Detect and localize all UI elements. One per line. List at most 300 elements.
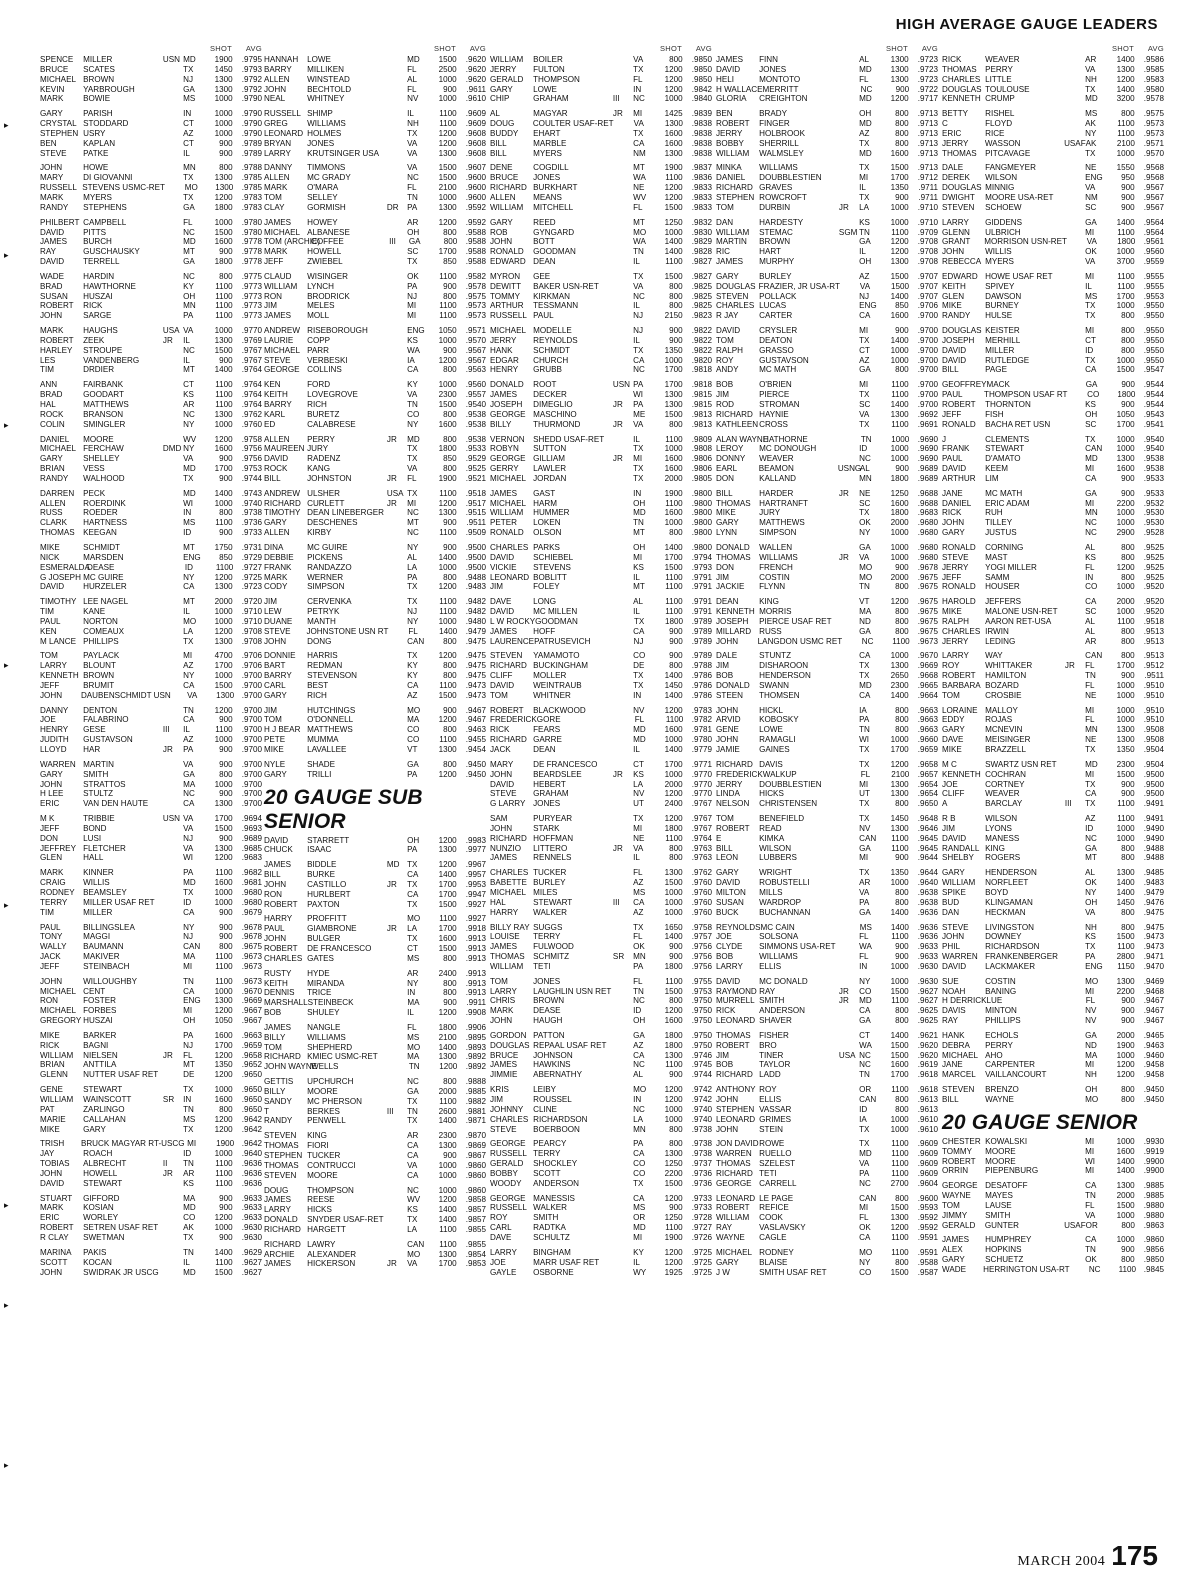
state: NE bbox=[633, 833, 645, 843]
shot-count: 1700 bbox=[214, 1040, 233, 1050]
table-row bbox=[716, 878, 938, 888]
last-name: YARBROUGH bbox=[83, 84, 135, 94]
shot-count: 900 bbox=[669, 326, 683, 336]
last-name: RODNEY bbox=[759, 1247, 794, 1257]
last-name: FERCHAW bbox=[83, 444, 124, 454]
state: TX bbox=[407, 860, 418, 870]
shot-count: 1500 bbox=[438, 400, 457, 409]
shot-count: 800 bbox=[1121, 636, 1135, 646]
table-row bbox=[490, 1159, 712, 1169]
table-row bbox=[716, 853, 938, 863]
table-row bbox=[264, 163, 486, 173]
last-name: TUCKER bbox=[533, 868, 567, 878]
state: NC bbox=[407, 1077, 419, 1087]
state: NV bbox=[1085, 1016, 1097, 1026]
shot-count: 900 bbox=[1121, 473, 1135, 483]
margin-mark-icon: ▸ bbox=[4, 1460, 9, 1470]
table-row bbox=[490, 163, 712, 173]
state: MI bbox=[407, 311, 417, 321]
table-row bbox=[40, 996, 262, 1006]
suffix bbox=[387, 336, 407, 346]
average: .9713 bbox=[917, 128, 939, 138]
last-name: MOORE USA-RET bbox=[985, 192, 1054, 202]
shot-count: 1500 bbox=[890, 1267, 909, 1277]
last-name: SIMMONS USA-RET bbox=[759, 942, 836, 952]
last-name: STEWART bbox=[83, 1085, 123, 1095]
first-name: VERNON bbox=[490, 434, 525, 444]
average: .9750 bbox=[691, 1016, 713, 1026]
last-name: WALKER bbox=[533, 1203, 567, 1213]
table-row bbox=[716, 183, 938, 193]
last-name: MONTOTO bbox=[759, 74, 801, 84]
last-name: CARPENTER bbox=[985, 1060, 1036, 1070]
last-name: BEAMSLEY bbox=[83, 887, 127, 897]
shot-count: 1700 bbox=[890, 173, 909, 183]
state: MI bbox=[187, 1139, 197, 1149]
state: MD bbox=[859, 64, 872, 74]
shot-count: 1400 bbox=[890, 907, 909, 917]
last-name: TRILLI bbox=[307, 769, 332, 779]
result-group bbox=[942, 923, 1164, 972]
average: .9769 bbox=[241, 335, 263, 345]
state: FL bbox=[860, 769, 871, 779]
table-row bbox=[490, 715, 712, 725]
shot-count: 1450 bbox=[1116, 897, 1135, 907]
last-name: HUSZAI bbox=[83, 291, 113, 301]
average: .9510 bbox=[1143, 705, 1165, 715]
state: NH bbox=[1085, 922, 1097, 932]
footer-month: MARCH 2004 bbox=[1017, 1554, 1106, 1569]
table-row bbox=[716, 518, 938, 528]
state: IL bbox=[633, 335, 640, 345]
state: ENG bbox=[1085, 173, 1103, 183]
last-name: WILLIAMS bbox=[759, 552, 798, 562]
last-name: AHO bbox=[985, 1050, 1003, 1060]
average: .9650 bbox=[241, 1095, 263, 1104]
average: .9867 bbox=[465, 1151, 487, 1160]
average: .9823 bbox=[691, 311, 713, 321]
suffix bbox=[1065, 1181, 1085, 1191]
first-name: LARRY bbox=[264, 1205, 291, 1215]
average: .9600 bbox=[465, 173, 487, 183]
table-row bbox=[942, 1221, 1164, 1231]
first-name: H DERRICK bbox=[942, 996, 987, 1006]
result-group bbox=[264, 272, 486, 321]
table-row bbox=[264, 543, 486, 553]
table-row bbox=[264, 119, 486, 129]
shot-count: 900 bbox=[895, 562, 909, 572]
first-name: G LARRY bbox=[490, 799, 526, 809]
suffix bbox=[163, 898, 183, 908]
shot-count: 1100 bbox=[891, 1168, 909, 1178]
last-name: RISEBOROUGH bbox=[307, 326, 368, 336]
shot-count: 1800 bbox=[664, 961, 683, 971]
state: AZ bbox=[859, 128, 870, 138]
shot-count: 1400 bbox=[438, 1116, 457, 1126]
first-name: RICHARD bbox=[716, 1070, 753, 1080]
results-column bbox=[264, 44, 486, 1274]
state: OR bbox=[859, 1085, 872, 1095]
suffix bbox=[839, 725, 859, 735]
first-name: GARY bbox=[490, 217, 513, 227]
table-row bbox=[40, 75, 262, 85]
average: .9475 bbox=[465, 651, 487, 661]
table-row bbox=[264, 272, 486, 282]
shot-count: 1100 bbox=[439, 914, 457, 924]
average: .9680 bbox=[917, 552, 939, 562]
first-name: JOHN bbox=[40, 1267, 63, 1277]
last-name: HOUSER bbox=[985, 582, 1020, 592]
average: .9838 bbox=[691, 119, 713, 129]
state: MO bbox=[407, 914, 421, 924]
suffix bbox=[1065, 400, 1085, 410]
last-name: SHAVER bbox=[759, 1016, 792, 1026]
shot-count: 1000 bbox=[438, 94, 457, 104]
result-group bbox=[264, 860, 486, 909]
first-name: BILL bbox=[716, 488, 733, 498]
first-name: GARY bbox=[716, 868, 739, 878]
first-name: STEPHEN bbox=[716, 1104, 755, 1114]
table-row bbox=[942, 356, 1164, 366]
state: OH bbox=[183, 1016, 196, 1026]
average: .9733 bbox=[241, 528, 263, 538]
shot-count: 2100 bbox=[438, 183, 457, 193]
state: AZ bbox=[633, 878, 644, 888]
table-row bbox=[942, 272, 1164, 282]
suffix bbox=[387, 637, 407, 647]
average: .9485 bbox=[1143, 868, 1165, 878]
shot-count: 800 bbox=[443, 636, 457, 646]
shot-count: 800 bbox=[1121, 311, 1135, 321]
state: TX bbox=[633, 345, 644, 355]
shot-count: 1000 bbox=[214, 326, 233, 336]
first-name: STEPHEN bbox=[716, 192, 755, 202]
average: .9789 bbox=[241, 148, 263, 158]
last-name: MILLS bbox=[759, 887, 783, 897]
last-name: RAY bbox=[759, 986, 776, 996]
shot-count: 900 bbox=[895, 942, 909, 952]
shot-count: 1300 bbox=[214, 74, 233, 84]
last-name: WARDROP bbox=[759, 897, 802, 907]
state: MT bbox=[183, 597, 195, 607]
first-name: MIKE bbox=[942, 607, 962, 617]
table-row bbox=[40, 1179, 262, 1189]
last-name: RICK bbox=[83, 301, 103, 311]
shot-count: 800 bbox=[443, 953, 457, 963]
first-name: PAUL bbox=[942, 454, 963, 464]
last-name: CLINE bbox=[533, 1104, 557, 1114]
last-name: KMIEC USMC-RET bbox=[307, 1052, 378, 1062]
table-row bbox=[716, 1268, 938, 1278]
suffix bbox=[387, 380, 407, 390]
last-name: SIMPSON bbox=[759, 528, 797, 538]
first-name: ALLEN bbox=[40, 498, 66, 508]
first-name: TOM (ARCHIE) bbox=[264, 237, 321, 247]
state: VA bbox=[859, 1159, 870, 1169]
table-row bbox=[716, 617, 938, 627]
shot-count: 1000 bbox=[664, 897, 683, 907]
suffix: JR bbox=[386, 924, 397, 934]
shot-count: 1500 bbox=[438, 173, 457, 183]
suffix bbox=[613, 326, 633, 336]
shot-count: 1200 bbox=[438, 217, 457, 227]
result-group bbox=[40, 109, 262, 158]
last-name: DENTON bbox=[83, 705, 118, 715]
state: MO bbox=[1085, 976, 1099, 986]
state: FL bbox=[407, 473, 417, 483]
suffix bbox=[839, 617, 859, 627]
table-row bbox=[490, 1016, 712, 1026]
table-row bbox=[264, 139, 486, 149]
average: .9726 bbox=[691, 1232, 713, 1242]
suffix bbox=[839, 1233, 859, 1243]
result-group bbox=[40, 218, 262, 267]
shot-count: 900 bbox=[1121, 400, 1135, 409]
state: TX bbox=[633, 271, 644, 281]
state: AR bbox=[407, 217, 419, 227]
state: TX bbox=[1085, 311, 1096, 321]
table-row bbox=[490, 706, 712, 716]
average: .9927 bbox=[465, 914, 487, 924]
average: .9679 bbox=[241, 907, 263, 917]
state: MI bbox=[859, 1203, 869, 1213]
first-name: STEPHEN bbox=[264, 1151, 303, 1160]
result-group bbox=[942, 868, 1164, 917]
last-name: HARRIS bbox=[307, 651, 338, 661]
suffix bbox=[387, 420, 407, 430]
first-name: GLORIA bbox=[716, 94, 747, 104]
suffix bbox=[613, 149, 633, 159]
shot-header: SHOT bbox=[885, 44, 908, 53]
first-name: KEVIN bbox=[40, 84, 65, 94]
state: WI bbox=[183, 498, 193, 508]
first-name: THOMAS bbox=[942, 64, 977, 74]
state: TX bbox=[407, 582, 418, 592]
first-name: WILLIAM bbox=[490, 202, 524, 212]
table-row bbox=[716, 292, 938, 302]
first-name: JOHN bbox=[716, 705, 739, 715]
average: .9727 bbox=[691, 1223, 713, 1233]
first-name: ED bbox=[264, 419, 276, 429]
average: .9860 bbox=[465, 1160, 487, 1170]
suffix bbox=[163, 94, 183, 104]
shot-count: 800 bbox=[895, 138, 909, 148]
table-row bbox=[264, 400, 486, 410]
first-name: JOHN bbox=[716, 636, 739, 646]
state: IN bbox=[407, 988, 416, 998]
last-name: GRAHAM bbox=[533, 789, 569, 799]
state: GA bbox=[1085, 217, 1097, 227]
first-name: GAYLE bbox=[490, 1267, 517, 1277]
average: .9753 bbox=[691, 986, 713, 996]
state: OK bbox=[1085, 247, 1097, 257]
average: .9770 bbox=[691, 769, 713, 779]
average: .9758 bbox=[691, 922, 713, 932]
last-name: BEARDSLEE bbox=[533, 769, 582, 779]
table-row bbox=[40, 528, 262, 538]
state: NC bbox=[859, 1050, 871, 1060]
table-row bbox=[942, 1041, 1164, 1051]
average: .9544 bbox=[1143, 400, 1165, 409]
first-name: DAVID bbox=[490, 680, 515, 690]
state: TN bbox=[407, 1106, 418, 1116]
table-row bbox=[40, 292, 262, 302]
state: NH bbox=[1085, 1070, 1097, 1080]
average: .9895 bbox=[465, 1032, 487, 1042]
first-name: DAVID bbox=[942, 961, 967, 971]
state: CO bbox=[859, 1267, 872, 1277]
table-row bbox=[716, 824, 938, 834]
first-name: ALAN WAYNE bbox=[716, 434, 769, 444]
result-group bbox=[40, 1085, 262, 1134]
suffix bbox=[1067, 237, 1087, 247]
average: .9789 bbox=[691, 626, 713, 636]
table-row bbox=[942, 671, 1164, 681]
first-name: PAUL bbox=[40, 616, 61, 626]
table-row bbox=[490, 824, 712, 834]
first-name: MARK bbox=[40, 868, 64, 878]
average: .9746 bbox=[691, 1050, 713, 1060]
suffix bbox=[613, 1041, 633, 1051]
first-name: TOBIAS bbox=[40, 1159, 70, 1169]
last-name: KEEM bbox=[985, 464, 1009, 474]
last-name: GIAMBRONE bbox=[307, 924, 357, 934]
suffix bbox=[613, 435, 633, 445]
first-name: DEBBIE bbox=[264, 552, 294, 562]
table-row bbox=[942, 834, 1164, 844]
first-name: DANIEL bbox=[716, 173, 746, 183]
suffix bbox=[839, 543, 859, 553]
state: VA bbox=[187, 690, 198, 700]
average: .9627 bbox=[241, 1257, 263, 1267]
shot-count: 900 bbox=[669, 626, 683, 636]
state: CA bbox=[633, 1193, 645, 1203]
last-name: MAGYAR bbox=[533, 109, 568, 119]
state: MD bbox=[183, 878, 196, 888]
state: AL bbox=[407, 74, 418, 84]
first-name: STEVEN bbox=[942, 1085, 975, 1095]
state: NY bbox=[183, 671, 195, 681]
suffix bbox=[613, 814, 633, 824]
average: .9731 bbox=[241, 542, 263, 552]
table-row bbox=[490, 932, 712, 942]
suffix bbox=[613, 228, 633, 238]
last-name: WILSON bbox=[759, 843, 792, 853]
average: .9713 bbox=[917, 138, 939, 148]
result-group bbox=[490, 543, 712, 592]
first-name: LEONARD bbox=[716, 1193, 756, 1203]
shot-count: 1500 bbox=[438, 943, 457, 953]
first-name: GETTIS bbox=[264, 1077, 294, 1087]
table-row bbox=[264, 55, 486, 65]
shot-count: 1000 bbox=[214, 1149, 233, 1159]
state: MI bbox=[859, 380, 869, 390]
last-name: REYNOLDS bbox=[533, 335, 578, 345]
last-name: CASTILLO bbox=[307, 879, 347, 889]
average: .9610 bbox=[917, 1114, 939, 1124]
first-name: RONALD bbox=[490, 247, 524, 257]
result-group bbox=[40, 326, 262, 375]
suffix: DR bbox=[386, 202, 399, 212]
shot-count: 800 bbox=[1121, 907, 1135, 917]
shot-count: 1250 bbox=[664, 1159, 683, 1169]
first-name: MICHAEL bbox=[490, 473, 526, 483]
first-name: STEVEN bbox=[264, 1170, 297, 1180]
last-name: DE FRANCESCO bbox=[307, 943, 372, 953]
average: .9592 bbox=[917, 1223, 939, 1233]
first-name: BEN bbox=[40, 138, 57, 148]
average: .9793 bbox=[691, 562, 713, 572]
average: .9568 bbox=[1143, 163, 1165, 173]
first-name: FRANK bbox=[942, 444, 970, 454]
shot-count: 900 bbox=[219, 454, 233, 464]
state: TX bbox=[859, 814, 870, 824]
last-name: PITTS bbox=[83, 227, 107, 237]
table-row bbox=[716, 706, 938, 716]
suffix bbox=[1065, 311, 1085, 321]
table-row bbox=[942, 1201, 1164, 1211]
last-name: LANGDON USMC RET bbox=[757, 636, 843, 646]
first-name: ROBERT bbox=[716, 823, 750, 833]
table-row bbox=[716, 681, 938, 691]
first-name: RICK bbox=[40, 1040, 60, 1050]
shot-count: 800 bbox=[895, 365, 909, 375]
shot-count: 1500 bbox=[890, 986, 909, 996]
last-name: SMITH bbox=[533, 1213, 559, 1223]
average: .9708 bbox=[241, 636, 263, 646]
shot-count: 2000 bbox=[214, 597, 233, 607]
last-name: HICKS bbox=[759, 789, 784, 799]
last-name: KING bbox=[759, 597, 779, 607]
state: NV bbox=[633, 789, 645, 799]
last-name: CALABRESE bbox=[307, 419, 356, 429]
first-name: FRANK bbox=[264, 562, 292, 572]
average: .9517 bbox=[465, 498, 487, 508]
average: .9762 bbox=[241, 409, 263, 419]
table-row bbox=[716, 1115, 938, 1125]
suffix bbox=[1065, 1041, 1085, 1051]
average: .9568 bbox=[1143, 173, 1165, 183]
state: IL bbox=[859, 183, 866, 193]
average: .9630 bbox=[917, 961, 939, 971]
shot-count: 800 bbox=[443, 988, 457, 998]
shot-count: 1600 bbox=[890, 148, 909, 158]
shot-count: 1700 bbox=[214, 814, 233, 824]
table-row bbox=[264, 671, 486, 681]
last-name: MELES bbox=[307, 301, 335, 311]
table-row bbox=[490, 853, 712, 863]
suffix bbox=[163, 1179, 183, 1189]
last-name: STEVENS bbox=[533, 562, 571, 572]
average: .9680 bbox=[241, 897, 263, 907]
first-name: BILLY bbox=[490, 419, 512, 429]
shot-count: 2200 bbox=[1116, 498, 1135, 508]
state: NC bbox=[183, 409, 195, 419]
table-row bbox=[40, 282, 262, 292]
shot-count: 1300 bbox=[890, 257, 909, 267]
state: MI bbox=[633, 1232, 643, 1242]
state: LA bbox=[859, 202, 870, 212]
suffix: JR bbox=[386, 498, 397, 508]
state: TX bbox=[1085, 745, 1096, 754]
suffix bbox=[1065, 94, 1085, 104]
last-name: WILLIS bbox=[985, 247, 1012, 257]
last-name: BURNEY bbox=[985, 301, 1019, 311]
suffix bbox=[163, 508, 183, 518]
last-name: CARRELL bbox=[759, 1178, 797, 1188]
state: FL bbox=[408, 626, 418, 636]
state: OK bbox=[859, 1223, 871, 1233]
